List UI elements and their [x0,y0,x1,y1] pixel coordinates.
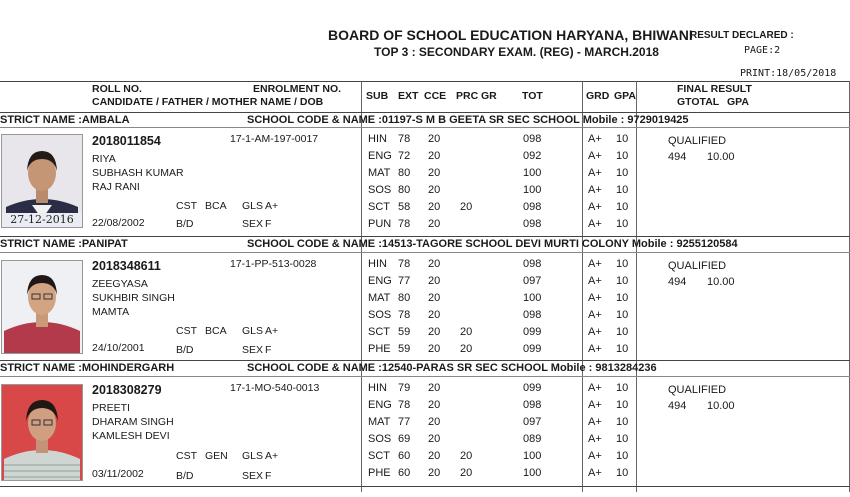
gls-value: A+ [265,325,279,337]
subject-cce: 20 [428,399,441,411]
sex-value: F [265,470,272,482]
subject-cce: 20 [428,343,441,355]
subject-gpa: 10 [616,433,629,445]
subject-ext: 72 [398,150,411,162]
district-name: STRICT NAME :PANIPAT [0,238,128,250]
col-enrolment-no: ENROLMENT NO. [253,83,342,95]
subject-cce: 20 [428,218,441,230]
subject-gpa: 10 [616,467,629,479]
subject-code: SCT [368,326,390,338]
bd-label: B/D [176,344,194,356]
candidate-photo [1,260,83,354]
subject-ext: 78 [398,218,411,230]
subject-code: MAT [368,167,391,179]
subject-cce: 20 [428,309,441,321]
subject-code: HIN [368,382,387,394]
final-result: QUALIFIED [668,260,727,272]
subject-grade: A+ [588,133,602,145]
record-subrule [0,252,850,253]
subject-gpa: 10 [616,150,629,162]
subject-gpa: 10 [616,416,629,428]
subject-cce: 20 [428,326,441,338]
school-code-name: SCHOOL CODE & NAME :01197-S M B GEETA SR SEC SCHOOL Mobile : 9729019425 [247,114,689,126]
subject-ext: 59 [398,326,411,338]
subject-total: 099 [523,343,542,355]
district-name: STRICT NAME :AMBALA [0,114,130,126]
subject-total: 100 [523,450,542,462]
result-declared-label: RESULT DECLARED : [690,30,794,41]
subject-total: 089 [523,433,542,445]
grand-total: 494 [668,400,687,412]
father-name: DHARAM SINGH [92,416,174,428]
subject-ext: 80 [398,167,411,179]
subject-grade: A+ [588,343,602,355]
subject-cce: 20 [428,292,441,304]
subject-cce: 20 [428,382,441,394]
subject-ext: 80 [398,184,411,196]
subject-grade: A+ [588,218,602,230]
final-gpa: 10.00 [707,400,735,412]
col-gpa-final: GPA [727,96,749,108]
board-title: BOARD OF SCHOOL EDUCATION HARYANA, BHIWANI [328,27,693,43]
subject-total: 100 [523,467,542,479]
subject-ext: 77 [398,416,411,428]
col-roll-no: ROLL NO. [92,83,142,95]
roll-number: 2018011854 [92,134,161,148]
photo-date-stamp: 27-12-2016 [2,213,82,227]
cst-label: CST [176,200,197,212]
subject-ext: 69 [398,433,411,445]
subject-ext: 78 [398,309,411,321]
gls-label: GLS [242,325,264,337]
subject-prc: 20 [460,450,473,462]
subject-code: PHE [368,343,391,355]
subject-gpa: 10 [616,399,629,411]
final-result: QUALIFIED [668,135,727,147]
subject-cce: 20 [428,450,441,462]
subject-code: MAT [368,292,391,304]
col-gpa: GPA [614,90,636,102]
col-ext: EXT [398,90,419,102]
subject-grade: A+ [588,292,602,304]
roll-number: 2018348611 [92,259,161,273]
subject-grade: A+ [588,167,602,179]
subject-ext: 60 [398,467,411,479]
subject-gpa: 10 [616,343,629,355]
subject-grade: A+ [588,433,602,445]
subject-total: 098 [523,133,542,145]
subject-code: PUN [368,218,392,230]
subject-total: 100 [523,184,542,196]
subject-grade: A+ [588,467,602,479]
subject-gpa: 10 [616,133,629,145]
subject-total: 098 [523,218,542,230]
cst-label: CST [176,450,197,462]
candidate-name: ZEEGYASA [92,278,148,290]
subject-prc: 20 [460,326,473,338]
subject-total: 097 [523,416,542,428]
col-gtotal: GTOTAL [677,96,720,108]
record-subrule [0,127,850,128]
subject-grade: A+ [588,399,602,411]
subject-ext: 79 [398,382,411,394]
col-grd: GRD [586,90,610,102]
candidate-photo [1,384,83,481]
candidate-photo [1,134,83,228]
subject-code: PHE [368,467,391,479]
mother-name: KAMLESH DEVI [92,430,170,442]
roll-number: 2018308279 [92,383,162,397]
subject-gpa: 10 [616,184,629,196]
subject-ext: 80 [398,292,411,304]
candidate-name: RIYA [92,153,116,165]
subject-cce: 20 [428,416,441,428]
sex-label: SEX [242,344,264,356]
subject-grade: A+ [588,326,602,338]
subject-ext: 78 [398,399,411,411]
subject-gpa: 10 [616,201,629,213]
subject-code: HIN [368,133,387,145]
cst-value: BCA [205,325,227,337]
subject-ext: 78 [398,133,411,145]
subject-cce: 20 [428,133,441,145]
school-code-name: SCHOOL CODE & NAME :12540-PARAS SR SEC SCHOOL Mobile : 9813284236 [247,362,657,374]
subject-gpa: 10 [616,326,629,338]
record-rule [0,112,850,113]
grid-line [361,81,362,492]
subject-grade: A+ [588,275,602,287]
subject-code: SCT [368,201,390,213]
exam-title: TOP 3 : SECONDARY EXAM. (REG) - MARCH.2018 [374,45,659,59]
subject-total: 100 [523,292,542,304]
subject-total: 092 [523,150,542,162]
subject-ext: 59 [398,343,411,355]
grand-total: 494 [668,151,687,163]
father-name: SUBHASH KUMAR [92,167,184,179]
subject-prc: 20 [460,343,473,355]
subject-grade: A+ [588,201,602,213]
col-final-result: FINAL RESULT [677,83,752,95]
bd-label: B/D [176,218,194,230]
subject-code: SOS [368,184,392,196]
candidate-name: PREETI [92,402,130,414]
subject-grade: A+ [588,258,602,270]
grand-total: 494 [668,276,687,288]
col-cce: CCE [424,90,447,102]
subject-grade: A+ [588,309,602,321]
subject-cce: 20 [428,150,441,162]
enrolment-number: 17-1-AM-197-0017 [230,133,319,145]
mother-name: MAMTA [92,306,130,318]
subject-grade: A+ [588,416,602,428]
gls-value: A+ [265,450,279,462]
final-result: QUALIFIED [668,384,727,396]
subject-total: 099 [523,382,542,394]
date-of-birth: 03/11/2002 [92,468,144,480]
subject-cce: 20 [428,467,441,479]
father-name: SUKHBIR SINGH [92,292,175,304]
subject-code: ENG [368,150,392,162]
subject-gpa: 10 [616,167,629,179]
record-rule [0,236,850,237]
subject-grade: A+ [588,184,602,196]
subject-code: SCT [368,450,390,462]
subject-total: 098 [523,201,542,213]
subject-grade: A+ [588,450,602,462]
subject-gpa: 10 [616,450,629,462]
col-gr: GR [481,90,497,102]
subject-gpa: 10 [616,258,629,270]
subject-cce: 20 [428,167,441,179]
subject-code: SOS [368,433,392,445]
subject-ext: 78 [398,258,411,270]
subject-code: ENG [368,399,392,411]
final-gpa: 10.00 [707,151,735,163]
subject-code: ENG [368,275,392,287]
subject-prc: 20 [460,201,473,213]
sex-value: F [265,218,272,230]
col-prc: PRC [456,90,479,102]
cst-label: CST [176,325,197,337]
enrolment-number: 17-1-MO-540-0013 [230,382,320,394]
subject-prc: 20 [460,467,473,479]
subject-cce: 20 [428,184,441,196]
sex-value: F [265,344,272,356]
final-gpa: 10.00 [707,276,735,288]
subject-total: 098 [523,399,542,411]
enrolment-number: 17-1-PP-513-0028 [230,258,317,270]
district-name: STRICT NAME :MOHINDERGARH [0,362,175,374]
subject-cce: 20 [428,201,441,213]
cst-value: GEN [205,450,228,462]
subject-gpa: 10 [616,275,629,287]
subject-ext: 60 [398,450,411,462]
grid-line [636,81,637,492]
record-rule [0,360,850,361]
date-of-birth: 24/10/2001 [92,342,145,354]
subject-gpa: 10 [616,292,629,304]
grid-line [582,81,583,492]
subject-total: 100 [523,167,542,179]
page-number: PAGE:2 [744,45,781,56]
subject-cce: 20 [428,433,441,445]
school-code-name: SCHOOL CODE & NAME :14513-TAGORE SCHOOL DEVI MURTI COLONY Mobile : 9255120584 [247,238,738,250]
subject-grade: A+ [588,150,602,162]
gls-value: A+ [265,200,279,212]
subject-total: 097 [523,275,542,287]
subject-cce: 20 [428,258,441,270]
subject-ext: 58 [398,201,411,213]
header-top-rule [0,81,850,82]
cst-value: BCA [205,200,227,212]
mother-name: RAJ RANI [92,181,140,193]
subject-total: 099 [523,326,542,338]
record-rule [0,486,850,487]
print-date: PRINT:18/05/2018 [740,68,837,79]
gls-label: GLS [242,450,264,462]
col-sub: SUB [366,90,389,102]
record-subrule [0,376,850,377]
subject-cce: 20 [428,275,441,287]
subject-code: SOS [368,309,392,321]
gls-label: GLS [242,200,264,212]
subject-gpa: 10 [616,218,629,230]
candidate-photo-image [2,385,82,480]
subject-grade: A+ [588,382,602,394]
subject-gpa: 10 [616,382,629,394]
col-tot: TOT [522,90,543,102]
subject-code: MAT [368,416,391,428]
sex-label: SEX [242,218,264,230]
subject-ext: 77 [398,275,411,287]
col-candidate: CANDIDATE / FATHER / MOTHER NAME / DOB [92,96,324,108]
subject-total: 098 [523,309,542,321]
subject-gpa: 10 [616,309,629,321]
subject-code: HIN [368,258,387,270]
subject-total: 098 [523,258,542,270]
bd-label: B/D [176,470,194,482]
date-of-birth: 22/08/2002 [92,217,145,229]
candidate-photo-image [2,261,82,353]
sex-label: SEX [242,470,264,482]
